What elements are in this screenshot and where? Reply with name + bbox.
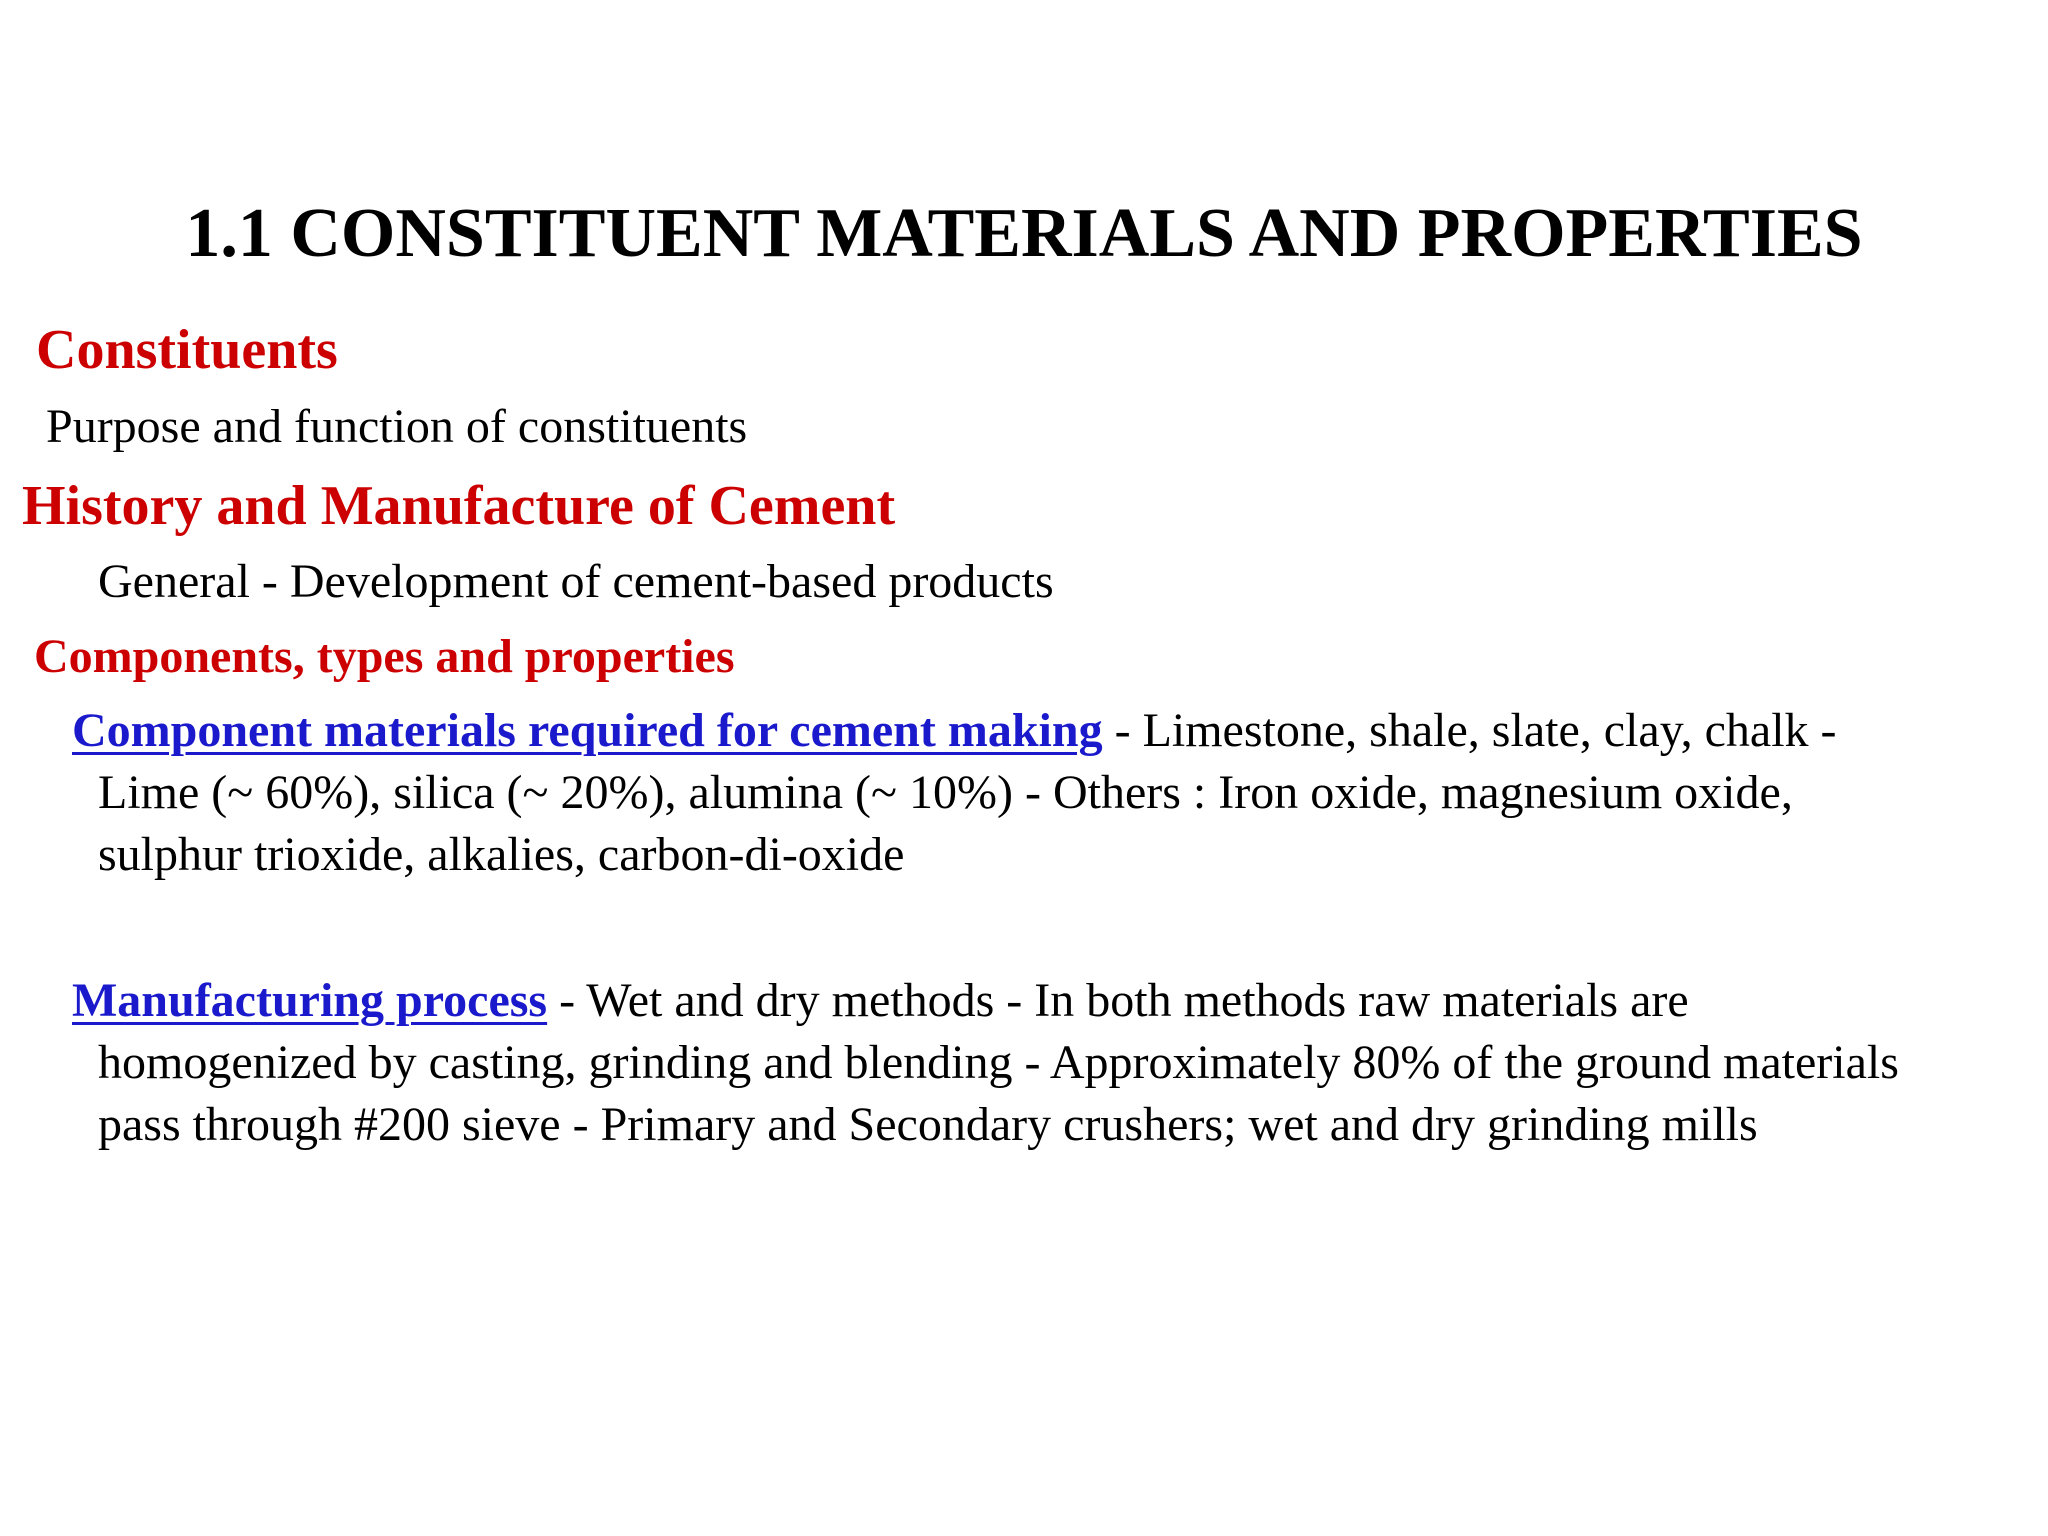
heading-constituents: Constituents (36, 319, 338, 381)
component-materials-line-1-rest: - Limestone, shale, slate, clay, chalk - (1102, 704, 1837, 757)
heading-components-types: Components, types and properties (34, 630, 735, 683)
manufacturing-process-line-1 (72, 970, 1899, 1032)
component-materials-paragraph (72, 700, 1837, 886)
history-description: General - Development of cement-based products (98, 555, 1054, 608)
manufacturing-process-line-3: pass through #200 sieve - Primary and Secondary crushers; wet and dry grinding mills (98, 1098, 1758, 1151)
component-materials-line-2: Lime (~ 60%), silica (~ 20%), alumina (~ 10%) - Others : Iron oxide, magnesium oxide, (98, 766, 1793, 819)
component-materials-line-1 (72, 700, 1837, 762)
heading-history-manufacture: History and Manufacture of Cement (22, 475, 896, 537)
manufacturing-process-line-2: homogenized by casting, grinding and blending - Approximately 80% of the ground materials (98, 1036, 1899, 1089)
manufacturing-process-link[interactable]: Manufacturing process (72, 974, 548, 1027)
slide-title: 1.1 CONSTITUENT MATERIALS AND PROPERTIES (185, 195, 1863, 272)
constituents-description: Purpose and function of constituents (46, 400, 748, 453)
component-materials-link[interactable]: Component materials required for cement making (72, 704, 1103, 757)
component-materials-line-3: sulphur trioxide, alkalies, carbon-di-oxide (98, 828, 905, 881)
manufacturing-process-paragraph (72, 970, 1899, 1156)
manufacturing-process-line-1-rest: - Wet and dry methods - In both methods raw materials are (547, 974, 1689, 1027)
